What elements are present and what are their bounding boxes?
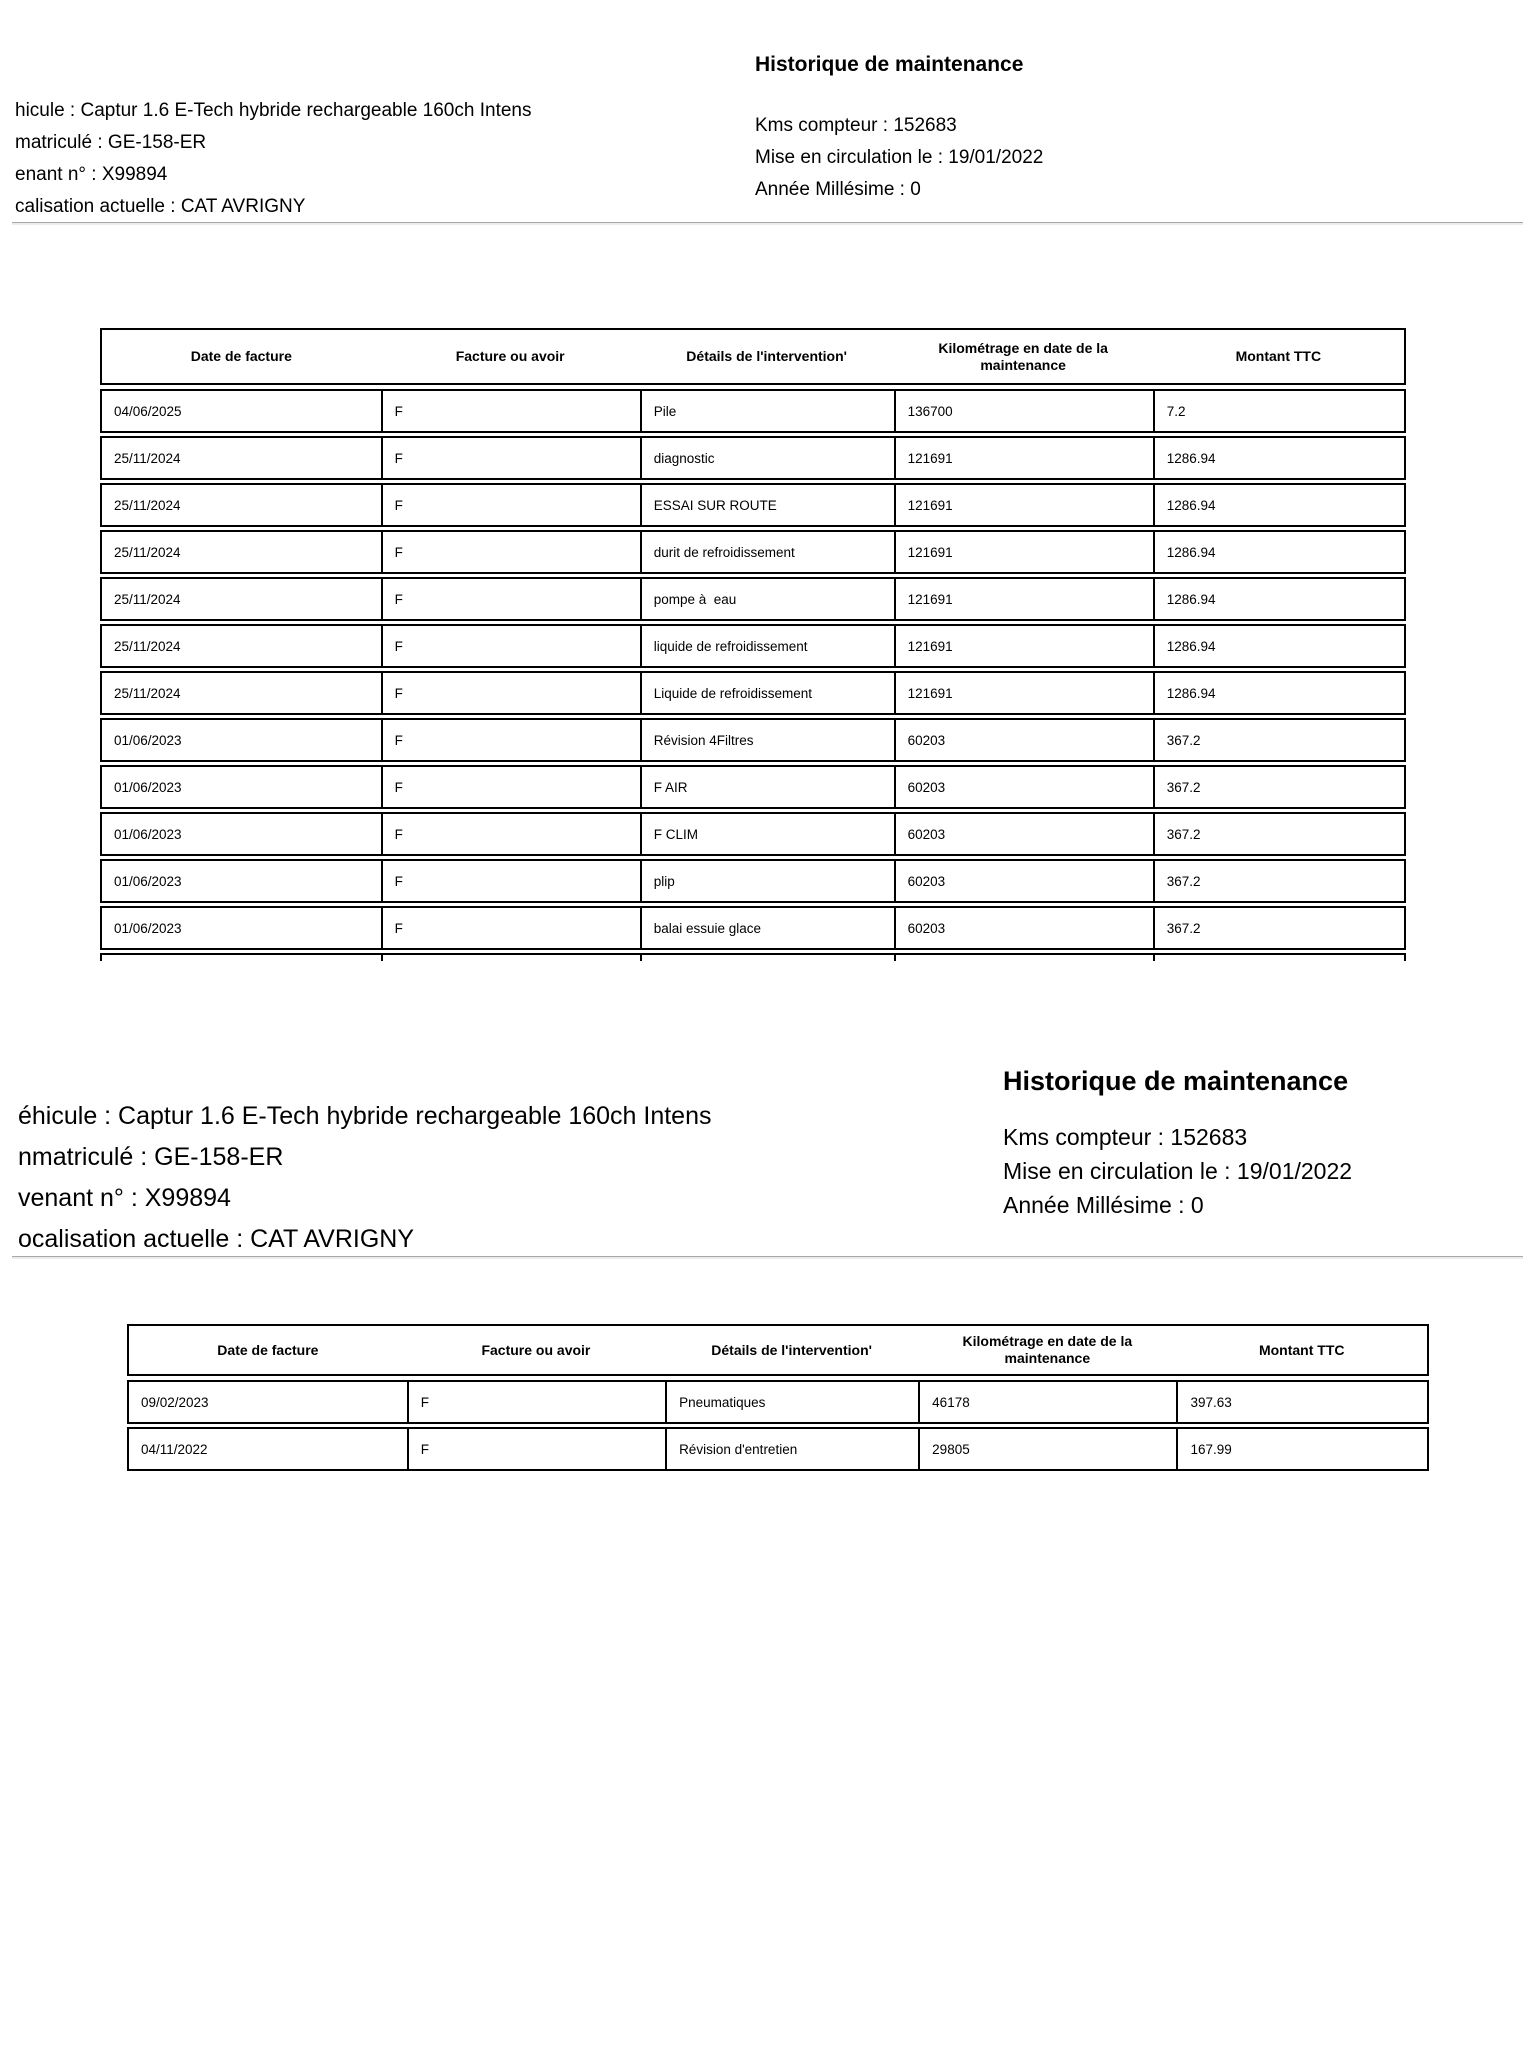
vehicle-line: venant n° : X99894 xyxy=(18,1184,231,1212)
table-cell: 1286.94 xyxy=(1153,673,1404,713)
table-row xyxy=(100,859,1406,903)
table-header-row xyxy=(100,328,1406,385)
table-cell: F xyxy=(381,438,640,478)
table-cell: F xyxy=(381,861,640,901)
table-row xyxy=(100,436,1406,480)
page-title: Historique de maintenance xyxy=(755,53,1024,76)
table-cell: Pneumatiques xyxy=(665,1382,918,1422)
table-cell: 7.2 xyxy=(1153,391,1404,431)
maintenance-table xyxy=(100,328,1406,961)
vehicle-line: hicule : Captur 1.6 E-Tech hybride rechargeable 160ch Intens xyxy=(15,100,532,121)
column-header: Kilométrage en date de la maintenance xyxy=(962,1333,1133,1366)
meta-line: Mise en circulation le : 19/01/2022 xyxy=(1003,1158,1353,1184)
table-cell: F xyxy=(381,720,640,760)
table-cell: F AIR xyxy=(640,767,894,807)
table-cell: 121691 xyxy=(894,438,1153,478)
table-cell: 1286.94 xyxy=(1153,438,1404,478)
table-cell: diagnostic xyxy=(640,438,894,478)
column-header: Facture ou avoir xyxy=(481,1341,591,1358)
table-cell: balai essuie glace xyxy=(640,908,894,948)
maintenance-table xyxy=(127,1324,1429,1474)
table-cell: 04/11/2022 xyxy=(141,1441,208,1457)
table-body xyxy=(127,1380,1429,1471)
table-cell: Pile xyxy=(640,391,894,431)
table-cell: F xyxy=(407,1429,665,1469)
table-cell: 121691 xyxy=(894,485,1153,525)
table-cell: 01/06/2023 xyxy=(114,732,182,748)
vehicle-line: éhicule : Captur 1.6 E-Tech hybride rechargeable 160ch Intens xyxy=(18,1102,712,1130)
column-header: Détails de l'intervention' xyxy=(711,1341,872,1358)
table-cell: plip xyxy=(640,861,894,901)
meta-line: Kms compteur : 152683 xyxy=(755,115,957,136)
table-row xyxy=(100,483,1406,527)
table-cell: 01/06/2023 xyxy=(114,920,182,936)
table-cell: F CLIM xyxy=(640,814,894,854)
column-header: Montant TTC xyxy=(1235,348,1322,364)
vehicle-info-block xyxy=(18,1096,711,1260)
table-cell: 60203 xyxy=(894,861,1153,901)
table-cell: 1286.94 xyxy=(1153,626,1404,666)
table-cell: 1286.94 xyxy=(1153,532,1404,572)
table-cell: ESSAI SUR ROUTE xyxy=(640,485,894,525)
table-cell: 367.2 xyxy=(1153,720,1404,760)
table-cell: 60203 xyxy=(894,814,1153,854)
table-row xyxy=(100,530,1406,574)
column-header: Détails de l'intervention' xyxy=(686,348,847,364)
table-cell: 397.63 xyxy=(1176,1382,1427,1422)
column-header: Montant TTC xyxy=(1258,1341,1345,1358)
table-cell: 04/06/2025 xyxy=(114,403,182,419)
table-cell: 09/02/2023 xyxy=(141,1394,209,1410)
table-cell: 167.99 xyxy=(1176,1429,1427,1469)
table-cell: F xyxy=(381,814,640,854)
table-cell xyxy=(102,955,381,961)
table-cell: 367.2 xyxy=(1153,908,1404,948)
meta-line: Mise en circulation le : 19/01/2022 xyxy=(755,147,1044,168)
table-cell xyxy=(1153,955,1404,961)
table-cell: F xyxy=(381,485,640,525)
table-cell: 29805 xyxy=(918,1429,1176,1469)
table-cell: 01/06/2023 xyxy=(114,826,182,842)
meta-info-block xyxy=(1003,1120,1352,1222)
section-divider xyxy=(12,1256,1523,1259)
table-header-row xyxy=(127,1324,1429,1376)
vehicle-line: calisation actuelle : CAT AVRIGNY xyxy=(15,196,306,217)
table-row xyxy=(127,1427,1429,1471)
table-cell: F xyxy=(381,673,640,713)
column-header: Facture ou avoir xyxy=(455,348,565,364)
table-cell xyxy=(640,955,894,961)
table-row xyxy=(100,577,1406,621)
table-cell: 1286.94 xyxy=(1153,579,1404,619)
table-cell: 60203 xyxy=(894,767,1153,807)
table-row xyxy=(100,906,1406,950)
table-cell: 60203 xyxy=(894,720,1153,760)
vehicle-line: enant n° : X99894 xyxy=(15,164,168,185)
column-header: Date de facture xyxy=(217,1341,319,1358)
table-cell: durit de refroidissement xyxy=(640,532,894,572)
table-row xyxy=(100,671,1406,715)
table-cell: 136700 xyxy=(894,391,1153,431)
clipped-partial-row xyxy=(100,953,1406,961)
vehicle-line: matriculé : GE-158-ER xyxy=(15,132,207,153)
table-row xyxy=(100,389,1406,433)
table-cell: 121691 xyxy=(894,626,1153,666)
meta-line: Kms compteur : 152683 xyxy=(1003,1124,1248,1150)
table-cell: 01/06/2023 xyxy=(114,779,182,795)
column-header: Date de facture xyxy=(190,348,292,364)
table-cell: 25/11/2024 xyxy=(114,685,181,701)
table-cell: 25/11/2024 xyxy=(114,497,181,513)
table-body xyxy=(100,389,1406,950)
table-cell: Liquide de refroidissement xyxy=(640,673,894,713)
table-cell: 367.2 xyxy=(1153,861,1404,901)
page-title: Historique de maintenance xyxy=(1003,1066,1349,1096)
meta-info-block xyxy=(755,110,1043,206)
vehicle-line: ocalisation actuelle : CAT AVRIGNY xyxy=(18,1225,415,1253)
table-cell: 46178 xyxy=(918,1382,1176,1422)
table-cell: F xyxy=(381,391,640,431)
table-cell: 121691 xyxy=(894,673,1153,713)
table-cell: 367.2 xyxy=(1153,767,1404,807)
table-cell: F xyxy=(407,1382,665,1422)
vehicle-line: nmatriculé : GE-158-ER xyxy=(18,1143,284,1171)
table-cell xyxy=(381,955,640,961)
table-cell: F xyxy=(381,579,640,619)
table-cell: Révision d'entretien xyxy=(665,1429,918,1469)
table-cell: 367.2 xyxy=(1153,814,1404,854)
table-row xyxy=(100,953,1406,961)
table-cell: F xyxy=(381,626,640,666)
table-row xyxy=(100,765,1406,809)
table-cell: 25/11/2024 xyxy=(114,591,181,607)
table-cell: 25/11/2024 xyxy=(114,638,181,654)
table-row xyxy=(100,812,1406,856)
table-cell: F xyxy=(381,532,640,572)
table-cell: 25/11/2024 xyxy=(114,544,181,560)
table-cell xyxy=(894,955,1153,961)
table-cell: pompe à eau xyxy=(640,579,894,619)
table-cell: 25/11/2024 xyxy=(114,450,181,466)
section-divider xyxy=(12,222,1523,225)
table-cell: 1286.94 xyxy=(1153,485,1404,525)
table-cell: 121691 xyxy=(894,532,1153,572)
table-row xyxy=(100,718,1406,762)
table-cell: 60203 xyxy=(894,908,1153,948)
meta-line: Année Millésime : 0 xyxy=(755,179,921,200)
table-cell: F xyxy=(381,767,640,807)
table-row xyxy=(100,624,1406,668)
table-cell: Révision 4Filtres xyxy=(640,720,894,760)
table-cell: 121691 xyxy=(894,579,1153,619)
table-cell: 01/06/2023 xyxy=(114,873,182,889)
meta-line: Année Millésime : 0 xyxy=(1003,1192,1204,1218)
table-cell: liquide de refroidissement xyxy=(640,626,894,666)
table-cell: F xyxy=(381,908,640,948)
column-header: Kilométrage en date de la maintenance xyxy=(938,339,1108,373)
table-row xyxy=(127,1380,1429,1424)
vehicle-info-block xyxy=(15,95,531,223)
